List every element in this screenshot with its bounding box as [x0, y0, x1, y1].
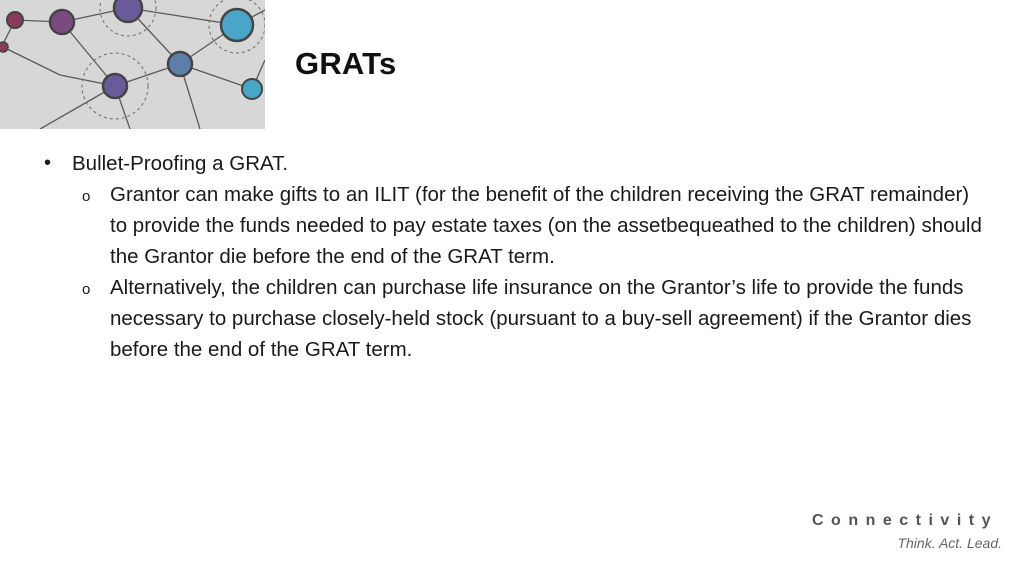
sub-bullet-item	[82, 179, 984, 272]
sub-bullet-text: Alternatively, the children can purchase life insurance on the Grantor’s life to provide the funds necessary to purchase closely-held stock (pursuant to a buy-sell agreement) if the Grantor dies before the end of the GRAT term.	[110, 276, 972, 361]
sub-bullet-marker: o	[82, 188, 91, 205]
bullet-marker: •	[44, 152, 52, 174]
sub-bullet-item	[82, 272, 984, 365]
sub-bullet-text: Grantor can make gifts to an ILIT (for the benefit of the children receiving the GRAT remainder) to provide the funds needed to pay estate taxes (on the assetbequeathed to the children) should the Grantor die before the end of the GRAT term.	[110, 183, 982, 268]
slide-title: GRATs	[295, 46, 397, 81]
footer-tagline: Think. Act. Lead.	[897, 535, 1002, 551]
footer-brand: Connectivity	[811, 512, 998, 529]
slide-body	[44, 148, 984, 365]
network-nodes-graphic	[0, 0, 265, 129]
bullet-item	[44, 148, 984, 179]
bullet-text: Bullet-Proofing a GRAT.	[72, 152, 289, 175]
sub-bullet-marker: o	[82, 281, 91, 298]
sub-bullet-list	[82, 179, 984, 365]
